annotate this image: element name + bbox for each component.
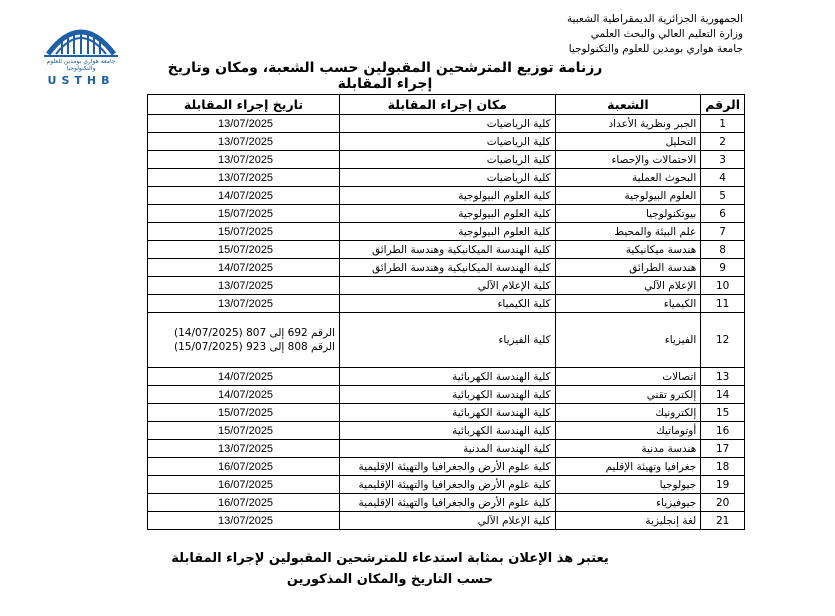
row-date-value: 15/07/2025 bbox=[218, 225, 274, 238]
row-place: كلية الهندسة الكهربائية bbox=[339, 404, 555, 422]
row-specialty: أوتوماتيك bbox=[555, 422, 701, 440]
row-place: كلية الهندسة الميكانيكية وهندسة الطرائق bbox=[339, 241, 555, 259]
row-date bbox=[148, 512, 340, 530]
row-number: 14 bbox=[701, 386, 745, 404]
logo-caption: جامعة هواري بومدين للعلوم والتكنولوجيا bbox=[46, 58, 116, 72]
logo-emblem-icon bbox=[40, 14, 122, 60]
row-date bbox=[148, 151, 340, 169]
row-date-value: 15/07/2025 bbox=[218, 406, 274, 419]
row-date bbox=[148, 458, 340, 476]
row-place: كلية الهندسة الكهربائية bbox=[339, 386, 555, 404]
row-date-value: 13/07/2025 bbox=[218, 171, 274, 184]
table-row bbox=[148, 187, 745, 205]
row-specialty: هندسة الطرائق bbox=[555, 259, 701, 277]
row-specialty: لغة إنجليزية bbox=[555, 512, 701, 530]
row-date-value: 13/07/2025 bbox=[218, 153, 274, 166]
table-row bbox=[148, 476, 745, 494]
row-specialty: بيوتكنولوجيا bbox=[555, 205, 701, 223]
row-date-value: 13/07/2025 bbox=[218, 297, 274, 310]
row-number: 13 bbox=[701, 368, 745, 386]
row-number: 3 bbox=[701, 151, 745, 169]
row-specialty: جيولوجيا bbox=[555, 476, 701, 494]
schedule-table bbox=[147, 94, 745, 530]
table-row bbox=[148, 440, 745, 458]
row-date-value: 13/07/2025 bbox=[218, 117, 274, 130]
row-specialty: الاحتمالات والإحصاء bbox=[555, 151, 701, 169]
row-place: كلية علوم الأرض والجغرافيا والتهيئة الإقليمية bbox=[339, 476, 555, 494]
row-number: 12 bbox=[701, 313, 745, 368]
row-number: 16 bbox=[701, 422, 745, 440]
row-specialty: علم البيئة والمحيط bbox=[555, 223, 701, 241]
row-specialty: الكيمياء bbox=[555, 295, 701, 313]
footer-line-2: حسب التاريخ والمكان المذكورين bbox=[286, 572, 494, 587]
row-specialty: التحليل bbox=[555, 133, 701, 151]
row-date-value: 13/07/2025 bbox=[218, 442, 274, 455]
row-date-value: 14/07/2025 bbox=[218, 388, 274, 401]
row-date-value: 16/07/2025 bbox=[218, 460, 274, 473]
table-row bbox=[148, 386, 745, 404]
row-date bbox=[148, 115, 340, 133]
row-date-range: الرقم 808 إلى 923 (15/07/2025) bbox=[174, 341, 335, 353]
row-number: 20 bbox=[701, 494, 745, 512]
row-place: كلية الإعلام الآلي bbox=[339, 512, 555, 530]
row-specialty: جغرافيا وتهيئة الإقليم bbox=[555, 458, 701, 476]
row-place: كلية علوم الأرض والجغرافيا والتهيئة الإقليمية bbox=[339, 458, 555, 476]
row-number: 18 bbox=[701, 458, 745, 476]
row-date bbox=[148, 386, 340, 404]
row-place: كلية الرياضيات bbox=[339, 115, 555, 133]
row-date-value: 15/07/2025 bbox=[218, 243, 274, 256]
row-number: 6 bbox=[701, 205, 745, 223]
row-specialty: الجبر ونظرية الأعداد bbox=[555, 115, 701, 133]
row-specialty: إلكترو تقني bbox=[555, 386, 701, 404]
row-number: 17 bbox=[701, 440, 745, 458]
row-place: كلية العلوم البيولوجية bbox=[339, 223, 555, 241]
table-row bbox=[148, 404, 745, 422]
row-place: كلية الإعلام الآلي bbox=[339, 277, 555, 295]
row-date bbox=[148, 494, 340, 512]
row-date bbox=[148, 404, 340, 422]
table-row bbox=[148, 259, 745, 277]
row-specialty: جيوفيزياء bbox=[555, 494, 701, 512]
footer-line-1: يعتبر هذ الإعلان بمثابة استدعاء للمترشحين المقبولين لإجراء المقابلة bbox=[171, 551, 609, 566]
row-place: كلية الهندسة الميكانيكية وهندسة الطرائق bbox=[339, 259, 555, 277]
row-date bbox=[148, 187, 340, 205]
table-row bbox=[148, 277, 745, 295]
row-date bbox=[148, 169, 340, 187]
row-date-value: 16/07/2025 bbox=[218, 496, 274, 509]
row-date bbox=[148, 223, 340, 241]
announcement-footer bbox=[150, 548, 630, 590]
table-row bbox=[148, 151, 745, 169]
row-number: 5 bbox=[701, 187, 745, 205]
row-date bbox=[148, 241, 340, 259]
table-row bbox=[148, 205, 745, 223]
row-specialty: الفيزياء bbox=[555, 313, 701, 368]
table-row bbox=[148, 494, 745, 512]
row-place: كلية الرياضيات bbox=[339, 133, 555, 151]
row-number: 1 bbox=[701, 115, 745, 133]
row-number: 10 bbox=[701, 277, 745, 295]
row-date-value: 15/07/2025 bbox=[218, 207, 274, 220]
university-logo bbox=[40, 14, 122, 86]
row-place: كلية علوم الأرض والجغرافيا والتهيئة الإقليمية bbox=[339, 494, 555, 512]
row-date-value: 15/07/2025 bbox=[218, 424, 274, 437]
table-row bbox=[148, 241, 745, 259]
table-row bbox=[148, 458, 745, 476]
row-specialty: الإعلام الآلي bbox=[555, 277, 701, 295]
row-date-value: 13/07/2025 bbox=[218, 135, 274, 148]
table-row bbox=[148, 133, 745, 151]
header-specialty: الشعبة bbox=[555, 95, 701, 115]
row-date bbox=[148, 295, 340, 313]
row-place: كلية العلوم البيولوجية bbox=[339, 187, 555, 205]
row-date bbox=[148, 440, 340, 458]
row-specialty: إلكترونيك bbox=[555, 404, 701, 422]
table-row bbox=[148, 169, 745, 187]
row-date-value: 14/07/2025 bbox=[218, 189, 274, 202]
header-date: تاريخ إجراء المقابلة bbox=[148, 95, 340, 115]
row-place: كلية الهندسة المدنية bbox=[339, 440, 555, 458]
table-row bbox=[148, 422, 745, 440]
row-date-ranges bbox=[148, 313, 340, 368]
table-row bbox=[148, 295, 745, 313]
row-specialty: هندسة ميكانيكية bbox=[555, 241, 701, 259]
table-header-row bbox=[148, 95, 745, 115]
row-number: 8 bbox=[701, 241, 745, 259]
row-specialty: العلوم البيولوجية bbox=[555, 187, 701, 205]
row-number: 9 bbox=[701, 259, 745, 277]
row-place: كلية العلوم البيولوجية bbox=[339, 205, 555, 223]
row-place: كلية الرياضيات bbox=[339, 151, 555, 169]
header-place: مكان إجراء المقابلة bbox=[339, 95, 555, 115]
row-number: 15 bbox=[701, 404, 745, 422]
row-specialty: اتصالات bbox=[555, 368, 701, 386]
row-date bbox=[148, 277, 340, 295]
header-university: جامعة هواري بومدين للعلوم والتكنولوجيا bbox=[568, 43, 743, 55]
row-number: 11 bbox=[701, 295, 745, 313]
row-place: كلية الهندسة الكهربائية bbox=[339, 422, 555, 440]
row-date-value: 14/07/2025 bbox=[218, 261, 274, 274]
row-specialty: هندسة مدنية bbox=[555, 440, 701, 458]
row-date bbox=[148, 368, 340, 386]
row-date-range: الرقم 692 إلى 807 (14/07/2025) bbox=[174, 327, 335, 339]
row-date-value: 16/07/2025 bbox=[218, 478, 274, 491]
row-date-value: 14/07/2025 bbox=[218, 370, 274, 383]
row-number: 7 bbox=[701, 223, 745, 241]
row-date bbox=[148, 259, 340, 277]
header-republic: الجمهورية الجزائرية الديمقراطية الشعبية bbox=[566, 13, 743, 25]
ministry-header bbox=[413, 12, 743, 57]
row-place: كلية الهندسة الكهربائية bbox=[339, 368, 555, 386]
row-date bbox=[148, 205, 340, 223]
row-number: 2 bbox=[701, 133, 745, 151]
row-place: كلية الرياضيات bbox=[339, 169, 555, 187]
table-row bbox=[148, 368, 745, 386]
row-number: 21 bbox=[701, 512, 745, 530]
row-place: كلية الفيزياء bbox=[339, 313, 555, 368]
header-number: الرقم bbox=[701, 95, 745, 115]
row-number: 19 bbox=[701, 476, 745, 494]
table-row bbox=[148, 223, 745, 241]
row-date bbox=[148, 422, 340, 440]
row-date-value: 13/07/2025 bbox=[218, 514, 274, 527]
page-title: رزنامة توزيع المترشحين المقبولين حسب الشعبة، ومكان وتاريخ إجراء المقابلة bbox=[167, 60, 603, 92]
table-row bbox=[148, 512, 745, 530]
table-row bbox=[148, 115, 745, 133]
header-ministry: وزارة التعليم العالي والبحث العلمي bbox=[590, 28, 743, 40]
table-row bbox=[148, 313, 745, 368]
row-date bbox=[148, 133, 340, 151]
row-specialty: البحوث العملية bbox=[555, 169, 701, 187]
row-date-value: 13/07/2025 bbox=[218, 279, 274, 292]
row-place: كلية الكيمياء bbox=[339, 295, 555, 313]
row-date bbox=[148, 476, 340, 494]
logo-acronym: USTHB bbox=[47, 74, 115, 87]
row-number: 4 bbox=[701, 169, 745, 187]
